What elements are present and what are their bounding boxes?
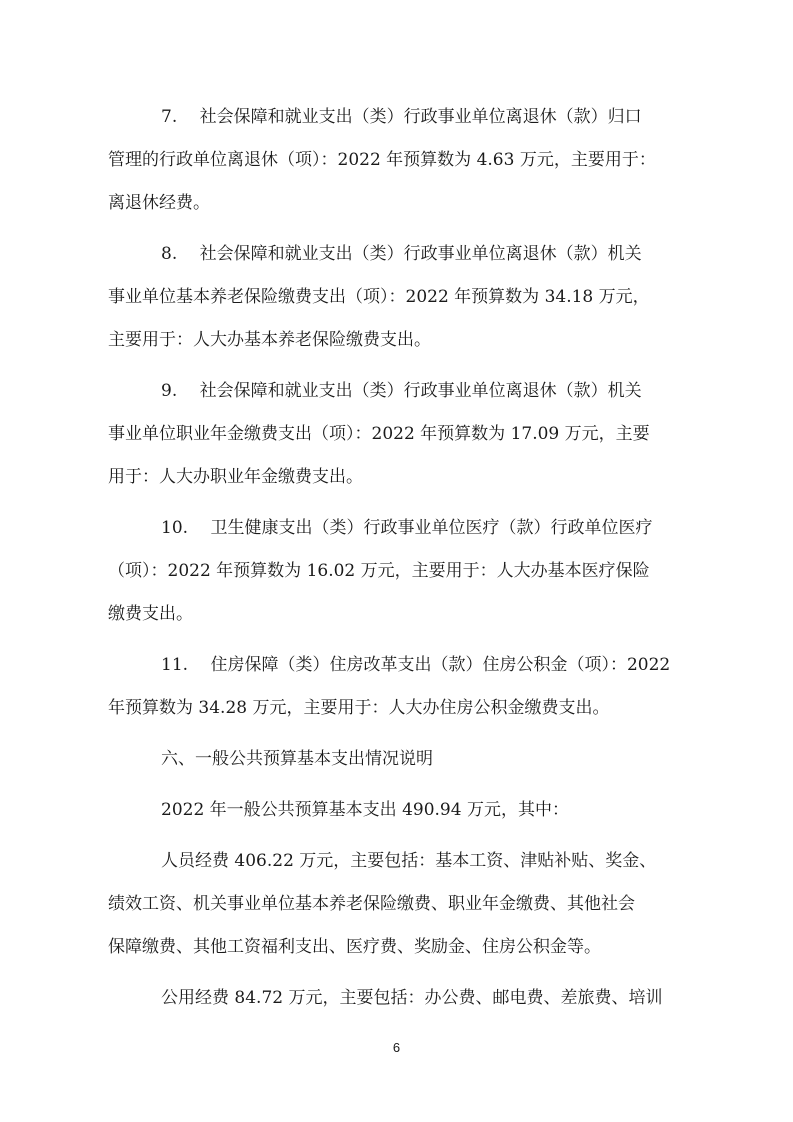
paragraph-8-line-3: 主要用于：人大办基本养老保险缴费支出。 — [108, 330, 431, 350]
paragraph-10-line-1: 10. 卫生健康支出（类）行政事业单位医疗（款）行政单位医疗 — [161, 518, 653, 538]
paragraph-7-line-2: 管理的行政单位离退休（项）：2022 年预算数为 4.63 万元，主要用于： — [108, 150, 656, 170]
section-heading: 六、一般公共预算基本支出情况说明 — [161, 749, 433, 769]
paragraph-10-line-2: （项）：2022 年预算数为 16.02 万元，主要用于：人大办基本医疗保险 — [108, 561, 650, 581]
basic-expenditure-summary: 2022 年一般公共预算基本支出 490.94 万元，其中： — [161, 800, 569, 820]
paragraph-8-line-1: 8. 社会保障和就业支出（类）行政事业单位离退休（款）机关 — [161, 244, 642, 264]
personnel-expense-line-1: 人员经费 406.22 万元，主要包括：基本工资、津贴补贴、奖金、 — [161, 851, 657, 871]
public-expense-line-1: 公用经费 84.72 万元，主要包括：办公费、邮电费、差旅费、培训 — [161, 988, 663, 1008]
paragraph-8-line-2: 事业单位基本养老保险缴费支出（项）：2022 年预算数为 34.18 万元， — [108, 287, 650, 307]
paragraph-11-line-2: 年预算数为 34.28 万元，主要用于：人大办住房公积金缴费支出。 — [108, 698, 610, 718]
paragraph-9-line-3: 用于：人大办职业年金缴费支出。 — [108, 467, 363, 487]
paragraph-11-line-1: 11. 住房保障（类）住房改革支出（款）住房公积金（项）：2022 — [161, 655, 671, 675]
personnel-expense-line-3: 保障缴费、其他工资福利支出、医疗费、奖励金、住房公积金等。 — [108, 937, 601, 957]
paragraph-10-line-3: 缴费支出。 — [108, 604, 193, 624]
page-number: 6 — [392, 1040, 401, 1055]
paragraph-9-line-1: 9. 社会保障和就业支出（类）行政事业单位离退休（款）机关 — [161, 381, 642, 401]
personnel-expense-line-2: 绩效工资、机关事业单位基本养老保险缴费、职业年金缴费、其他社会 — [108, 894, 635, 914]
paragraph-7-line-3: 离退休经费。 — [108, 193, 210, 213]
paragraph-9-line-2: 事业单位职业年金缴费支出（项）：2022 年预算数为 17.09 万元，主要 — [108, 424, 650, 444]
paragraph-7-line-1: 7. 社会保障和就业支出（类）行政事业单位离退休（款）归口 — [161, 107, 642, 127]
